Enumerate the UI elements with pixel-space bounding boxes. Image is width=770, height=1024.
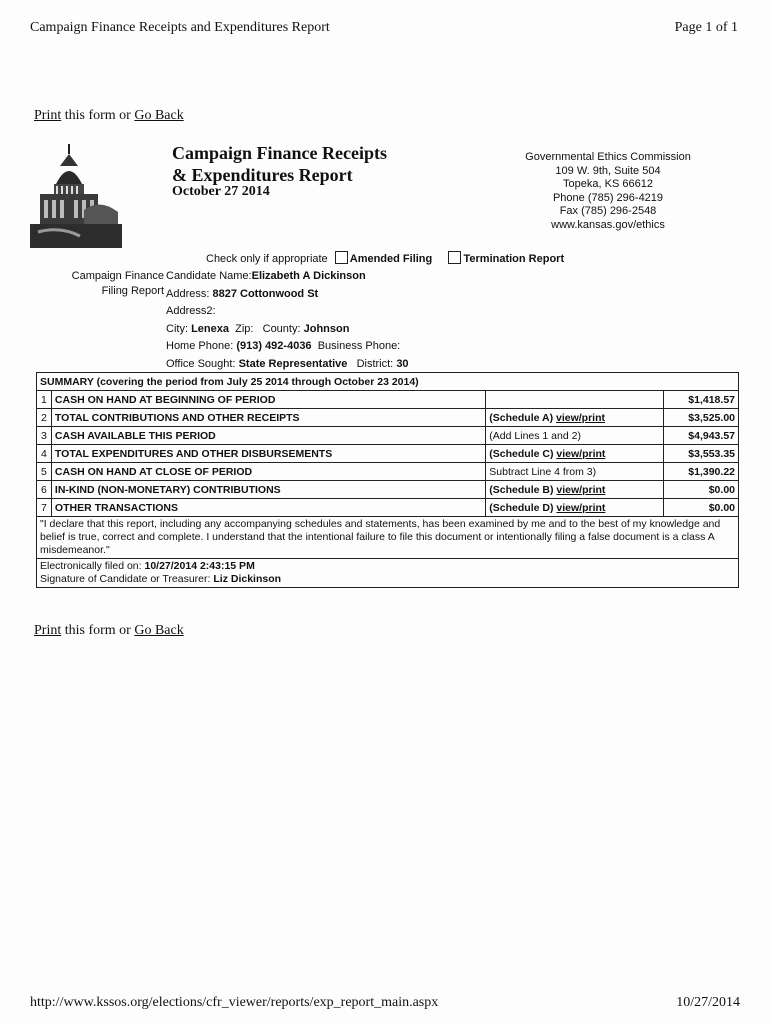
agency-fax: Fax (785) 296-2548 [559, 205, 657, 217]
address-value: 8827 Cottonwood St [212, 287, 319, 300]
table-row [37, 427, 739, 445]
row-amount: $4,943.57 [664, 427, 739, 445]
row-number: 6 [37, 481, 52, 499]
agency-address1: 109 W. 9th, Suite 504 [555, 164, 661, 177]
signature-value: Liz Dickinson [213, 573, 282, 585]
row-schedule: (Add Lines 1 and 2) [486, 427, 664, 445]
print-link[interactable]: Print [34, 623, 62, 638]
report-date: October 27 2014 [172, 184, 270, 199]
termination-report-label: Termination Report [463, 253, 565, 265]
county-label: County: [262, 322, 301, 335]
go-back-link[interactable]: Go Back [134, 623, 184, 638]
row-schedule: (Schedule D) view/print [486, 499, 664, 517]
page-header-title: Campaign Finance Receipts and Expenditures Report [30, 20, 330, 35]
row-schedule: (Schedule A) view/print [486, 409, 664, 427]
city-value: Lenexa [191, 322, 229, 335]
row-schedule [486, 391, 664, 409]
row-schedule: Subtract Line 4 from 3) [486, 463, 664, 481]
table-row [37, 409, 739, 427]
row-schedule: (Schedule B) view/print [486, 481, 664, 499]
summary-heading-row [37, 373, 739, 391]
filing-type-checks [206, 251, 564, 265]
schedule-b-view-print-link[interactable]: view/print [556, 483, 606, 496]
row-label: OTHER TRANSACTIONS [51, 499, 485, 517]
district-value: 30 [396, 357, 409, 370]
report-title [172, 142, 387, 186]
candidate-name-label: Candidate Name: [166, 270, 252, 282]
row-label: TOTAL EXPENDITURES AND OTHER DISBURSEMENTS [51, 445, 485, 463]
candidate-name: Elizabeth A Dickinson [251, 270, 366, 282]
row-label: CASH AVAILABLE THIS PERIOD [51, 427, 485, 445]
row-number: 5 [37, 463, 52, 481]
table-row [37, 463, 739, 481]
filer-label-line2: Filing Report [101, 285, 164, 297]
row-number: 3 [37, 427, 52, 445]
office-sought-label: Office Sought: [166, 357, 236, 370]
agency-address2: Topeka, KS 66612 [563, 178, 653, 190]
filing-info [37, 559, 739, 588]
filed-on-value: 10/27/2014 2:43:15 PM [144, 560, 255, 572]
filer-details [166, 268, 409, 373]
row-amount: $3,525.00 [664, 409, 739, 427]
row-amount: $0.00 [664, 499, 739, 517]
row-amount: $1,418.57 [664, 391, 739, 409]
office-sought-value: State Representative [238, 357, 348, 370]
row-number: 7 [37, 499, 52, 517]
row-label: IN-KIND (NON-MONETARY) CONTRIBUTIONS [51, 481, 485, 499]
home-phone-label: Home Phone: [166, 340, 234, 352]
filing-info-row [37, 559, 739, 588]
filer-label-line1: Campaign Finance [71, 270, 164, 282]
agency-block [500, 151, 716, 232]
footer-url: http://www.kssos.org/elections/cfr_viewer/reports/exp_report_main.aspx [30, 995, 439, 1010]
declaration-row [37, 517, 739, 559]
agency-phone: Phone (785) 296-4219 [552, 191, 664, 204]
termination-report-checkbox[interactable] [448, 251, 461, 264]
nav-separator-text: this form or [61, 623, 135, 638]
print-link[interactable]: Print [34, 108, 62, 123]
business-phone-label: Business Phone: [317, 340, 401, 352]
nav-separator-text: this form or [61, 108, 135, 123]
nav-links-top [34, 108, 184, 124]
row-label: CASH ON HAND AT BEGINNING OF PERIOD [51, 391, 485, 409]
filed-on-label: Electronically filed on: [40, 560, 142, 572]
go-back-link[interactable]: Go Back [134, 108, 184, 123]
row-schedule: (Schedule C) view/print [486, 445, 664, 463]
nav-links-bottom [34, 623, 184, 639]
table-row [37, 499, 739, 517]
schedule-d-view-print-link[interactable]: view/print [556, 501, 606, 514]
home-phone-value: (913) 492-4036 [236, 340, 312, 352]
row-label: TOTAL CONTRIBUTIONS AND OTHER RECEIPTS [51, 409, 485, 427]
report-title-line1: Campaign Finance Receipts [172, 143, 387, 163]
summary-heading: SUMMARY (covering the period from July 25 2014 through October 23 2014) [37, 373, 739, 391]
agency-web: www.kansas.gov/ethics [551, 218, 665, 231]
district-label: District: [356, 357, 394, 370]
signature-label: Signature of Candidate or Treasurer: [40, 573, 211, 585]
row-label: CASH ON HAND AT CLOSE OF PERIOD [51, 463, 485, 481]
table-row [37, 445, 739, 463]
amended-filing-label: Amended Filing [349, 253, 433, 265]
table-row [37, 391, 739, 409]
kansas-capitol-seal-icon [30, 140, 122, 248]
row-number: 2 [37, 409, 52, 427]
row-amount: $0.00 [664, 481, 739, 499]
declaration-text: "I declare that this report, including any accompanying schedules and statements, has been examined by me and to the best of my knowledge and belief is true, correct and complete. I understand that the intentional failure to file this document or intentionally filing a false document is a class A misdemeanor." [37, 517, 739, 559]
row-amount: $3,553.35 [664, 445, 739, 463]
page-number: Page 1 of 1 [674, 20, 738, 35]
schedule-a-view-print-link[interactable]: view/print [556, 411, 606, 424]
row-number: 4 [37, 445, 52, 463]
row-amount: $1,390.22 [664, 463, 739, 481]
address-label: Address: [166, 287, 210, 300]
city-label: City: [166, 322, 188, 335]
agency-name: Governmental Ethics Commission [525, 151, 691, 163]
filer-section-label [66, 269, 164, 299]
address2-label: Address2: [166, 305, 216, 317]
report-title-line2: & Expenditures Report [172, 165, 353, 185]
summary-table [36, 372, 739, 588]
zip-label: Zip: [235, 322, 254, 335]
footer-date: 10/27/2014 [676, 995, 740, 1010]
table-row [37, 481, 739, 499]
amended-filing-checkbox[interactable] [335, 251, 348, 264]
check-prompt: Check only if appropriate [206, 253, 328, 265]
row-number: 1 [37, 391, 52, 409]
county-value: Johnson [303, 322, 350, 335]
schedule-c-view-print-link[interactable]: view/print [556, 447, 606, 460]
